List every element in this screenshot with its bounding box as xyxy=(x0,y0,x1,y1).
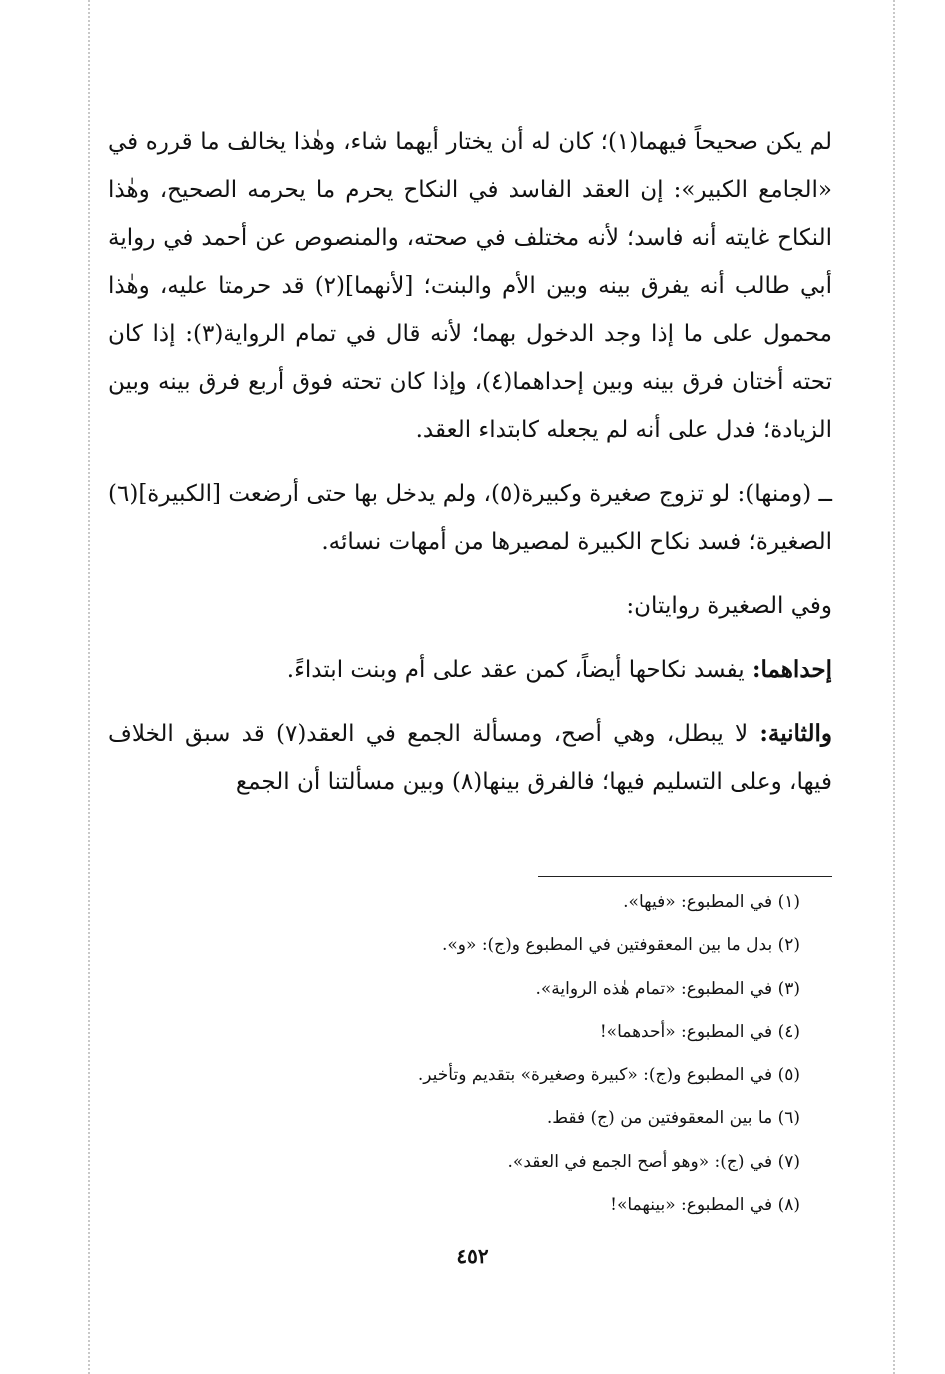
footnote-5: (٥) في المطبوع و(ج): «كبيرة وصغيرة» بتقديم وتأخير. xyxy=(417,1065,800,1086)
footnote-2: (٢) بدل ما بين المعقوفتين في المطبوع و(ج): «و». xyxy=(442,935,800,956)
footnote-4: (٤) في المطبوع: «أحدهما»! xyxy=(599,1021,800,1042)
footnote-7: (٧) في (ج): «وهو أصح الجمع في العقد». xyxy=(507,1151,800,1172)
footnote-6: (٦) ما بين المعقوفتين من (ج) فقط. xyxy=(546,1108,800,1129)
paragraph-5-text: لا يبطل، وهي أصح، ومسألة الجمع في العقد(٧) قد سبق الخلاف فيها، وعلى التسليم فيها؛ فالفرق بينها(٨) وبين مسألتنا أن الجمع xyxy=(108,721,832,795)
footnote-8: (٨) في المطبوع: «بينهما»! xyxy=(610,1195,800,1216)
paragraph-4 xyxy=(108,646,832,694)
footnote-divider xyxy=(538,876,832,877)
paragraph-5 xyxy=(108,710,832,806)
paragraph-2: ــ (ومنها): لو تزوج صغيرة وكبيرة(٥)، ولم يدخل بها حتى أرضعت [الكبيرة](٦) الصغيرة؛ فسد نكاح الكبيرة لمصيرها من أمهات نسائه. xyxy=(108,481,832,555)
main-text xyxy=(108,118,832,806)
paragraph-3: وفي الصغيرة روايتان: xyxy=(626,593,832,619)
paragraph-4-text: يفسد نكاحها أيضاً، كمن عقد على أم وبنت ابتداءً. xyxy=(286,657,745,683)
footnotes xyxy=(300,881,800,1227)
page-edge-right xyxy=(893,0,895,1374)
footnote-3: (٣) في المطبوع: «تمام هٰذه الرواية». xyxy=(535,978,800,999)
paragraph-5-label: والثانية: xyxy=(759,720,832,747)
footnote-1: (١) في المطبوع: «فيها». xyxy=(623,892,800,912)
paragraph-1: لم يكن صحيحاً فيهما(١)؛ كان له أن يختار أيهما شاء، وهٰذا يخالف ما قرره في «الجامع الكبير»: إن العقد الفاسد في النكاح يحرم ما يحرمه الصحيح، وهٰذا النكاح غايته أنه فاسد؛ لأنه مختلف في صحته، والمنصوص عن أحمد في رواية أبي طالب أنه يفرق بينه وبين الأم والبنت؛ [لأنهما](٢) قد حرمتا عليه، وهٰذا محمول على ما إذا وجد الدخول بهما؛ لأنه قال في تمام الرواية(٣): إذا كان تحته أختان فرق بينه وبين إحداهما(٤)، وإذا كان تحته فوق أربع فرق بينه وبين الزيادة؛ فدل على أنه لم يجعله كابتداء العقد. xyxy=(108,129,832,443)
paragraph-4-label: إحداهما: xyxy=(752,656,832,683)
page-edge-left xyxy=(88,0,90,1374)
page-number: ٤٥٢ xyxy=(456,1244,489,1268)
